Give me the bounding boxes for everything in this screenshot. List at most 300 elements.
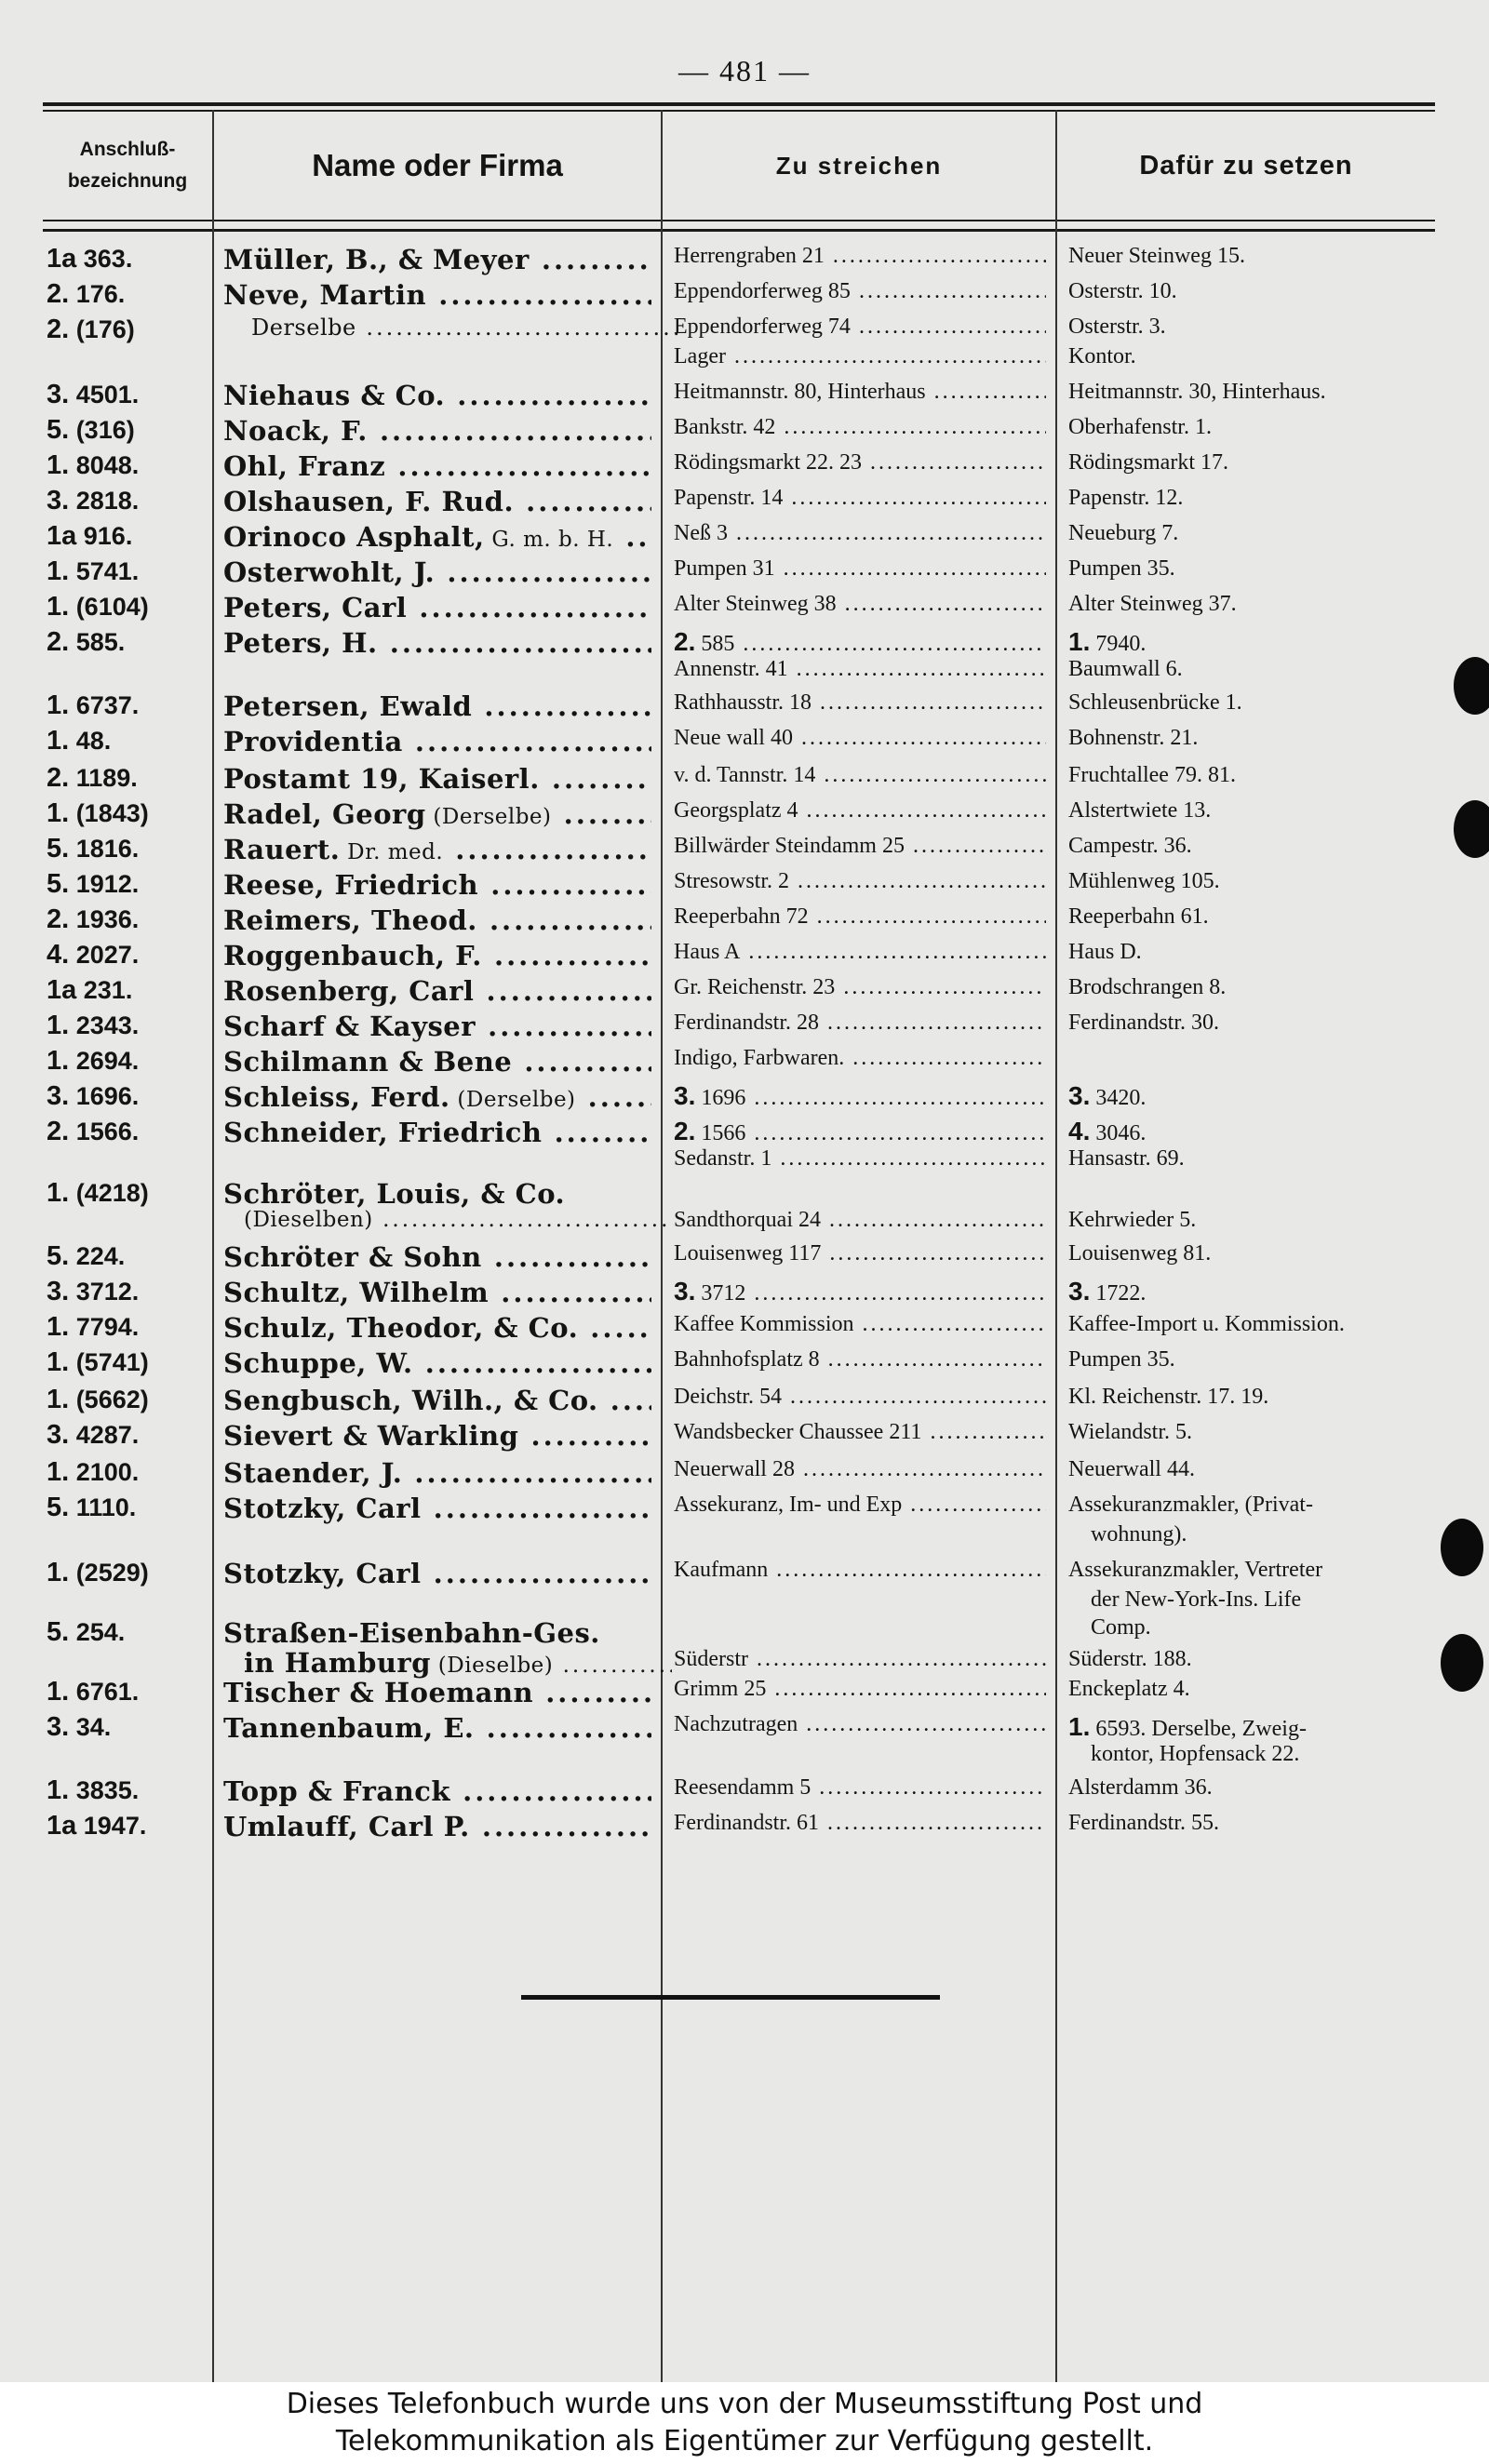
replacement-value: Oberhafenstr. 1. xyxy=(1068,415,1212,439)
line-number: 7794. xyxy=(69,1313,140,1341)
connection-number xyxy=(47,1011,214,1041)
top-rule xyxy=(43,102,1435,106)
replacement-value: Fruchtallee 79. 81. xyxy=(1068,763,1236,787)
line-number: 2027. xyxy=(69,941,140,969)
entry-name xyxy=(223,1712,651,1744)
replacement-value: Schleusenbrücke 1. xyxy=(1068,690,1242,715)
connection-number xyxy=(47,1178,214,1209)
line-number: (1843) xyxy=(69,799,149,827)
entry-name xyxy=(223,279,651,311)
entry-name xyxy=(223,627,651,659)
entry-name xyxy=(223,1011,651,1042)
replacement-value: Heitmannstr. 30, Hinterhaus. xyxy=(1068,380,1326,404)
entry-name-text: Orinoco Asphalt, xyxy=(223,521,485,553)
number-text: 3420. xyxy=(1090,1086,1147,1110)
entry-name xyxy=(223,726,651,757)
entry-name-text: Olshausen, F. Rud. xyxy=(223,486,515,517)
entry-name-text: Osterwohlt, J. xyxy=(223,556,436,588)
end-rule xyxy=(521,1995,940,2000)
entry-name-suffix: G. m. b. H. xyxy=(484,528,614,552)
strike-value: Assekuranz, Im- und Exp ..... xyxy=(674,1493,1046,1518)
strike-value: Eppendorferweg 85 ..... xyxy=(674,279,1046,304)
connection-number xyxy=(47,1347,214,1378)
number-text: 1696 xyxy=(695,1086,746,1110)
directory-entry xyxy=(0,690,1489,726)
punch-hole xyxy=(1454,657,1489,715)
entry-name-text: in Hamburg xyxy=(244,1647,431,1679)
entry-name-text: Tannenbaum, E. xyxy=(223,1712,475,1744)
replacement-value xyxy=(1068,1117,1441,1146)
entry-name-text: Schneider, Friedrich xyxy=(223,1117,543,1148)
strike-value: Neue wall 40 ..... xyxy=(674,726,1046,751)
entry-name xyxy=(223,1493,651,1524)
exchange-code: 1. xyxy=(47,592,70,622)
exchange-code: 4. xyxy=(47,940,70,970)
connection-number xyxy=(47,1493,214,1523)
strike-value-continued: Annenstr. 41 ..... xyxy=(674,657,1046,682)
number-text: 3712 xyxy=(695,1281,746,1306)
connection-number xyxy=(47,1677,214,1707)
entry-name-text: Müller, B., & Meyer xyxy=(223,244,530,275)
replacement-value-continued: Hansastr. 69. xyxy=(1068,1146,1185,1171)
exchange-code: 1. xyxy=(47,450,70,480)
replacement-value: Kaffee-Import u. Kommission. xyxy=(1068,1312,1345,1336)
footer-line-1: Dieses Telefonbuch wurde uns von der Museumsstiftung Post und xyxy=(286,2388,1203,2420)
directory-entry xyxy=(0,763,1489,798)
strike-value: Louisenweg 117 ..... xyxy=(674,1241,1046,1266)
entry-name-text: Roggenbauch, F. xyxy=(223,940,482,971)
line-number: 1947. xyxy=(76,1812,147,1840)
exchange-code: 3. xyxy=(47,380,70,409)
exchange-code: 5. xyxy=(47,1241,70,1271)
directory-entry xyxy=(0,315,1489,368)
connection-number xyxy=(47,1457,214,1488)
entry-name-text: Tischer & Hoemann xyxy=(223,1677,534,1708)
connection-number xyxy=(47,1712,214,1743)
connection-number xyxy=(47,1811,214,1841)
line-number: 2343. xyxy=(69,1011,140,1039)
entry-name xyxy=(223,592,651,623)
directory-entry xyxy=(0,1617,1489,1679)
entry-name xyxy=(223,415,651,447)
entry-name-text: Niehaus & Co. xyxy=(223,380,446,411)
entry-name-text: Peters, H. xyxy=(223,627,378,659)
directory-entry xyxy=(0,1775,1489,1811)
directory-entry xyxy=(0,975,1489,1011)
strike-value: Haus A ..... xyxy=(674,940,1046,965)
directory-entry xyxy=(0,904,1489,940)
line-number: 1912. xyxy=(69,870,140,898)
directory-entry xyxy=(0,798,1489,834)
line-number: (6104) xyxy=(69,593,149,621)
replacement-value-continued: Kontor. xyxy=(1068,344,1136,368)
directory-entry xyxy=(0,726,1489,761)
exchange-code: 1a xyxy=(47,521,77,551)
entry-name-text: Schilmann & Bene xyxy=(223,1046,513,1078)
connection-number xyxy=(47,415,214,446)
replacement-value: Papenstr. 12. xyxy=(1068,486,1184,510)
replacement-value xyxy=(1068,1081,1441,1111)
entry-name-text: Staender, J. xyxy=(223,1457,403,1489)
replacement-value: Rödingsmarkt 17. xyxy=(1068,450,1228,475)
line-number: 585. xyxy=(69,628,126,656)
header-name: Name oder Firma xyxy=(312,148,563,182)
entry-name xyxy=(223,904,651,936)
header-strike: Zu streichen xyxy=(775,151,943,180)
entry-name xyxy=(223,1677,651,1708)
entry-name-text: Neve, Martin xyxy=(223,279,427,311)
directory-entry xyxy=(0,592,1489,627)
entry-name xyxy=(223,869,651,901)
entry-name-suffix: (Derselbe) xyxy=(449,1088,576,1112)
strike-value: Deichstr. 54 ..... xyxy=(674,1385,1046,1410)
directory-entry xyxy=(0,1312,1489,1347)
strike-value: Pumpen 31 ..... xyxy=(674,556,1046,582)
replacement-value-continued: Comp. xyxy=(1091,1615,1151,1640)
entry-name xyxy=(223,975,651,1007)
header-rule-bold xyxy=(43,229,1435,232)
directory-entry xyxy=(0,627,1489,681)
connection-number xyxy=(47,1558,214,1588)
connection-number xyxy=(47,1046,214,1077)
connection-number xyxy=(47,975,214,1006)
strike-value: Grimm 25 ..... xyxy=(674,1677,1046,1702)
directory-entry xyxy=(0,1385,1489,1420)
directory-entry xyxy=(0,869,1489,904)
entry-name xyxy=(223,834,651,865)
replacement-value: Enckeplatz 4. xyxy=(1068,1677,1190,1701)
strike-value: Neuerwall 28 ..... xyxy=(674,1457,1046,1482)
exchange-prefix: 2. xyxy=(674,1117,696,1145)
entry-name xyxy=(223,1081,651,1113)
header-rule xyxy=(43,220,1435,221)
entry-name-continued xyxy=(244,1647,672,1679)
line-number: (2529) xyxy=(69,1559,149,1587)
strike-value: Ferdinandstr. 28 ..... xyxy=(674,1011,1046,1036)
connection-number xyxy=(47,763,214,794)
entry-name-text: Stotzky, Carl xyxy=(223,1493,422,1524)
exchange-prefix: 1. xyxy=(1068,627,1091,656)
directory-entry xyxy=(0,1493,1489,1547)
replacement-value: Alter Steinweg 37. xyxy=(1068,592,1237,616)
exchange-prefix: 2. xyxy=(674,627,696,656)
number-text: 1566 xyxy=(695,1121,746,1145)
connection-number xyxy=(47,1617,214,1648)
replacement-value-continued: Kehrwieder 5. xyxy=(1068,1208,1197,1232)
line-number: 5741. xyxy=(69,557,140,585)
exchange-code: 3. xyxy=(47,486,70,516)
line-number: (176) xyxy=(69,315,135,343)
entry-name xyxy=(223,1117,651,1148)
replacement-value: Assekuranzmakler, (Privat- xyxy=(1068,1493,1313,1517)
entry-name-text: Providentia xyxy=(223,726,403,757)
replacement-value: Neueburg 7. xyxy=(1068,521,1179,545)
strike-value: Georgsplatz 4 ..... xyxy=(674,798,1046,824)
replacement-value: Pumpen 35. xyxy=(1068,1347,1175,1372)
exchange-code: 1. xyxy=(47,1385,70,1414)
line-number: 2694. xyxy=(69,1047,140,1075)
entry-name xyxy=(223,521,651,553)
replacement-value: Neuerwall 44. xyxy=(1068,1457,1195,1481)
exchange-code: 1. xyxy=(47,1011,70,1040)
strike-value: Heitmannstr. 80, Hinterhaus ..... xyxy=(674,380,1046,405)
strike-value: Alter Steinweg 38 ..... xyxy=(674,592,1046,617)
entry-name-text: Petersen, Ewald xyxy=(223,690,473,722)
line-number: 1696. xyxy=(69,1082,140,1110)
connection-number xyxy=(47,450,214,481)
connection-number xyxy=(47,279,214,310)
entry-name-text: Scharf & Kayser xyxy=(223,1011,476,1042)
connection-number xyxy=(47,627,214,658)
entry-name-text: Ohl, Franz xyxy=(223,450,386,482)
replacement-value: Pumpen 35. xyxy=(1068,556,1175,581)
exchange-prefix: 4. xyxy=(1068,1117,1091,1145)
entry-name-text: Radel, Georg xyxy=(223,798,426,830)
directory-entry xyxy=(0,279,1489,315)
exchange-code: 1. xyxy=(47,1558,70,1587)
entry-name-text: Reimers, Theod. xyxy=(223,904,477,936)
line-number: (4218) xyxy=(69,1179,149,1207)
strike-value: Gr. Reichenstr. 23 ..... xyxy=(674,975,1046,1000)
replacement-value xyxy=(1068,1712,1441,1742)
entry-name-text: Schröter & Sohn xyxy=(223,1241,482,1273)
connection-number xyxy=(47,798,214,829)
line-number: 48. xyxy=(69,727,112,755)
entry-name-text: Rosenberg, Carl xyxy=(223,975,475,1007)
entry-name xyxy=(223,380,651,411)
replacement-value: Osterstr. 10. xyxy=(1068,279,1177,303)
connection-number xyxy=(47,521,214,552)
exchange-code: 1. xyxy=(47,1312,70,1342)
connection-number xyxy=(47,869,214,900)
exchange-code: 5. xyxy=(47,415,70,445)
exchange-code: 1a xyxy=(47,1811,77,1841)
entry-name xyxy=(223,940,651,971)
entry-name xyxy=(223,798,651,830)
line-number: 6761. xyxy=(69,1678,140,1706)
directory-entry xyxy=(0,1277,1489,1312)
line-number: 4287. xyxy=(69,1421,140,1449)
directory-entry xyxy=(0,556,1489,592)
connection-number xyxy=(47,1420,214,1451)
exchange-code: 5. xyxy=(47,869,70,899)
entry-name xyxy=(223,1558,651,1589)
line-number: 363. xyxy=(76,245,133,273)
directory-entry xyxy=(0,1178,1489,1232)
exchange-code: 3. xyxy=(47,1712,70,1742)
directory-entry xyxy=(0,1241,1489,1277)
directory-entry xyxy=(0,521,1489,556)
entry-name xyxy=(223,1420,651,1452)
line-number: (5662) xyxy=(69,1386,149,1413)
number-text: 7940. xyxy=(1090,632,1147,656)
strike-value: Billwärder Steindamm 25 ..... xyxy=(674,834,1046,859)
directory-entry xyxy=(0,940,1489,975)
entry-name-suffix: Dr. med. xyxy=(340,840,444,864)
strike-value: Papenstr. 14 ..... xyxy=(674,486,1046,511)
line-number: 231. xyxy=(76,976,133,1004)
entry-name xyxy=(223,1457,651,1489)
exchange-code: 1. xyxy=(47,798,70,828)
entry-name-text: Stotzky, Carl xyxy=(223,1558,422,1589)
replacement-value: Haus D. xyxy=(1068,940,1142,964)
strike-value: Herrengraben 21 ..... xyxy=(674,244,1046,269)
directory-entry xyxy=(0,1011,1489,1046)
replacement-value: Mühlenweg 105. xyxy=(1068,869,1220,893)
replacement-value: Kl. Reichenstr. 17. 19. xyxy=(1068,1385,1269,1409)
footer-notice xyxy=(0,2382,1489,2464)
header-set: Dafür zu setzen xyxy=(1139,150,1353,181)
line-number: 254. xyxy=(69,1618,126,1646)
directory-entry xyxy=(0,834,1489,869)
connection-number xyxy=(47,690,214,721)
exchange-code: 1. xyxy=(47,726,70,756)
header-connection: Anschluß- bezeichnung xyxy=(67,139,188,192)
exchange-code: 2. xyxy=(47,904,70,934)
directory-entry xyxy=(0,1811,1489,1846)
exchange-code: 2. xyxy=(47,763,70,793)
entry-name-text: Umlauff, Carl P. xyxy=(223,1811,470,1842)
entry-name-text: Reese, Friedrich xyxy=(223,869,479,901)
directory-entry xyxy=(0,415,1489,450)
exchange-code: 5. xyxy=(47,1617,70,1647)
strike-value xyxy=(674,1277,1046,1306)
replacement-value: Neuer Steinweg 15. xyxy=(1068,244,1245,268)
entry-name xyxy=(223,690,651,722)
entry-name xyxy=(223,450,651,482)
entry-name xyxy=(223,1347,651,1379)
strike-value: Wandsbecker Chaussee 211 ..... xyxy=(674,1420,1046,1445)
connection-number xyxy=(47,1775,214,1806)
line-number: 2818. xyxy=(69,487,140,515)
directory-entry xyxy=(0,1457,1489,1493)
entry-name-text: Peters, Carl xyxy=(223,592,408,623)
entry-name xyxy=(223,1178,651,1210)
line-number: 3835. xyxy=(69,1776,140,1804)
exchange-code: 5. xyxy=(47,1493,70,1522)
entry-name xyxy=(223,763,651,795)
line-number: 4501. xyxy=(69,381,140,408)
replacement-value-continued: Baumwall 6. xyxy=(1068,657,1183,681)
connection-number xyxy=(47,315,214,345)
entry-name xyxy=(223,1277,651,1308)
replacement-value: Ferdinandstr. 55. xyxy=(1068,1811,1219,1835)
connection-number xyxy=(47,1117,214,1147)
entry-name-text: Schultz, Wilhelm xyxy=(223,1277,490,1308)
exchange-code: 1. xyxy=(47,556,70,586)
entry-name-text: Rauert. xyxy=(223,834,341,865)
line-number: 3712. xyxy=(69,1278,140,1306)
exchange-code: 3. xyxy=(47,1277,70,1306)
exchange-prefix: 3. xyxy=(674,1081,696,1110)
line-number: 1936. xyxy=(69,905,140,933)
entry-name xyxy=(223,1312,651,1344)
strike-value xyxy=(674,627,1046,657)
strike-value: Reeperbahn 72 ..... xyxy=(674,904,1046,930)
replacement-value: Brodschrangen 8. xyxy=(1068,975,1227,999)
strike-value xyxy=(674,1081,1046,1111)
directory-entry xyxy=(0,450,1489,486)
exchange-prefix: 3. xyxy=(1068,1277,1091,1306)
strike-value-continued: Sandthorquai 24 ..... xyxy=(674,1208,1046,1233)
directory-entry xyxy=(0,1420,1489,1455)
replacement-value: Alsterdamm 36. xyxy=(1068,1775,1213,1800)
exchange-prefix: 3. xyxy=(674,1277,696,1306)
exchange-code: 3. xyxy=(47,1081,70,1111)
strike-value: Bankstr. 42 ..... xyxy=(674,415,1046,440)
entry-name-text: Noack, F. xyxy=(223,415,368,447)
exchange-code: 2. xyxy=(47,627,70,657)
entry-name xyxy=(223,1046,651,1078)
directory-entry xyxy=(0,486,1489,521)
connection-number xyxy=(47,834,214,864)
strike-value: Indigo, Farbwaren. ..... xyxy=(674,1046,1046,1071)
entry-name-text: (Dieselben) xyxy=(244,1208,373,1232)
exchange-code: 2. xyxy=(47,1117,70,1146)
strike-value: Bahnhofsplatz 8 ..... xyxy=(674,1347,1046,1373)
line-number: 916. xyxy=(76,522,133,550)
punch-hole xyxy=(1441,1634,1483,1692)
line-number: 6737. xyxy=(69,691,140,719)
directory-entry xyxy=(0,1046,1489,1081)
line-number: 8048. xyxy=(69,451,140,479)
entry-name xyxy=(223,1775,651,1807)
strike-value: Neß 3 ..... xyxy=(674,521,1046,546)
page-number: — 481 — xyxy=(678,54,811,87)
entry-name-suffix: (Derselbe) xyxy=(425,805,552,829)
exchange-code: 2. xyxy=(47,279,70,309)
entry-name-text: Schröter, Louis, & Co. xyxy=(223,1178,566,1210)
number-text: 6593. Derselbe, Zweig- xyxy=(1090,1717,1307,1741)
entry-name xyxy=(223,486,651,517)
directory-entry xyxy=(0,1712,1489,1766)
line-number: 176. xyxy=(69,280,126,308)
replacement-value: Assekuranzmakler, Vertreter xyxy=(1068,1558,1323,1582)
entry-name-continued xyxy=(244,1208,672,1232)
replacement-value: Alstertwiete 13. xyxy=(1068,798,1212,823)
entry-name-text: Schleiss, Ferd. xyxy=(223,1081,450,1113)
entry-name-text: Postamt 19, Kaiserl. xyxy=(223,763,540,795)
line-number: (316) xyxy=(69,416,135,444)
connection-number xyxy=(47,1241,214,1272)
directory-entry xyxy=(0,1677,1489,1712)
replacement-value xyxy=(1068,1277,1441,1306)
number-text: 585 xyxy=(695,632,735,656)
entry-name: Derselbe ..... xyxy=(251,315,679,341)
replacement-value: Bohnenstr. 21. xyxy=(1068,726,1199,750)
line-number: 1189. xyxy=(69,764,138,792)
connection-number xyxy=(47,940,214,971)
strike-value: Eppendorferweg 74 ..... xyxy=(674,315,1046,340)
exchange-code: 3. xyxy=(47,1420,70,1450)
entry-name-suffix: (Dieselbe) ..... xyxy=(431,1654,672,1678)
connection-number xyxy=(47,486,214,516)
entry-name xyxy=(223,556,651,588)
connection-number xyxy=(47,592,214,623)
replacement-value-continued: kontor, Hopfensack 22. xyxy=(1091,1742,1300,1766)
exchange-code: 1. xyxy=(47,1046,70,1076)
directory-entry xyxy=(0,1347,1489,1383)
exchange-code: 1. xyxy=(47,690,70,720)
strike-value: Stresowstr. 2 ..... xyxy=(674,869,1046,894)
replacement-value-continued: Süderstr. 188. xyxy=(1068,1647,1192,1671)
connection-number xyxy=(47,380,214,410)
exchange-code: 1a xyxy=(47,244,77,274)
line-number: (5741) xyxy=(69,1348,149,1376)
line-number: 1566. xyxy=(69,1118,140,1145)
entry-name-text: Schuppe, W. xyxy=(223,1347,413,1379)
line-number: 1110. xyxy=(69,1493,137,1521)
